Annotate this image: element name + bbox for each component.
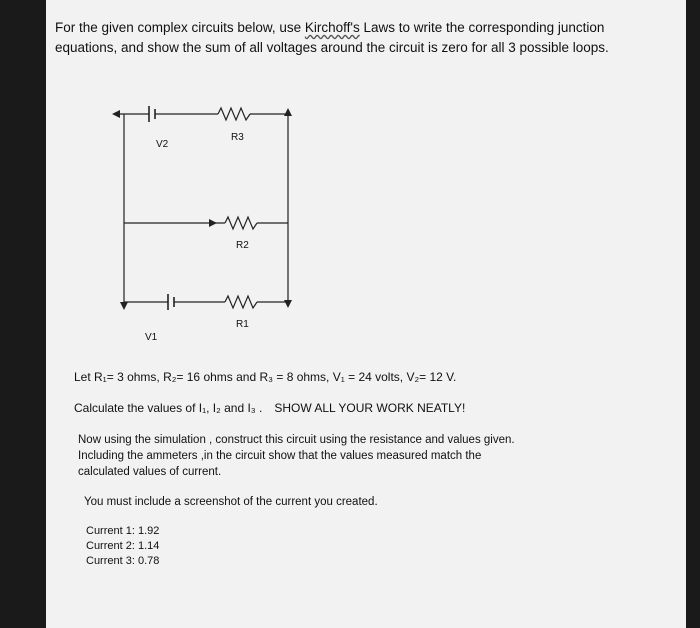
r2-resistor xyxy=(225,217,257,229)
arrow-bottom-left xyxy=(120,302,128,310)
arrow-top-left xyxy=(112,110,120,118)
current-3: Current 3: 0.78 xyxy=(86,555,160,567)
arrow-mid xyxy=(209,219,217,227)
calculate-line: Calculate the values of I₁, I₂ and I₃ . SHOW ALL YOUR WORK NEATLY! xyxy=(74,401,466,415)
simulation-line-3: calculated values of current. xyxy=(78,466,222,478)
arrow-bottom-right xyxy=(284,300,292,308)
given-values: Let R₁= 3 ohms, R₂= 16 ohms and R₃ = 8 ohms, V₁ = 24 volts, V₂= 12 V. xyxy=(74,370,457,384)
current-2: Current 2: 1.14 xyxy=(86,540,160,552)
current-1: Current 1: 1.92 xyxy=(86,525,160,537)
r2-label: R2 xyxy=(236,240,249,251)
simulation-line-2: Including the ammeters ,in the circuit show that the values measured match the xyxy=(78,450,482,462)
v1-label: V1 xyxy=(145,332,158,343)
r1-label: R1 xyxy=(236,319,249,330)
intro-paragraph: For the given complex circuits below, use Kirchoff's Laws to write the corresponding junction equations, and show the sum of all voltages around the circuit is zero for all 3 possible loops. xyxy=(55,20,609,55)
v2-label: V2 xyxy=(156,139,169,150)
arrow-top-right xyxy=(284,108,292,116)
r3-label: R3 xyxy=(231,132,244,143)
show-work-emphasis: SHOW ALL YOUR WORK NEATLY! xyxy=(274,401,466,415)
kirchhoff-word: Kirchoff's xyxy=(304,20,360,35)
screenshot-note: You must include a screenshot of the current you created. xyxy=(84,496,378,508)
simulation-line-1: Now using the simulation , construct this circuit using the resistance and values given. xyxy=(78,434,515,446)
circuit-diagram xyxy=(100,90,300,350)
r3-resistor xyxy=(218,108,250,120)
r1-resistor xyxy=(225,296,257,308)
